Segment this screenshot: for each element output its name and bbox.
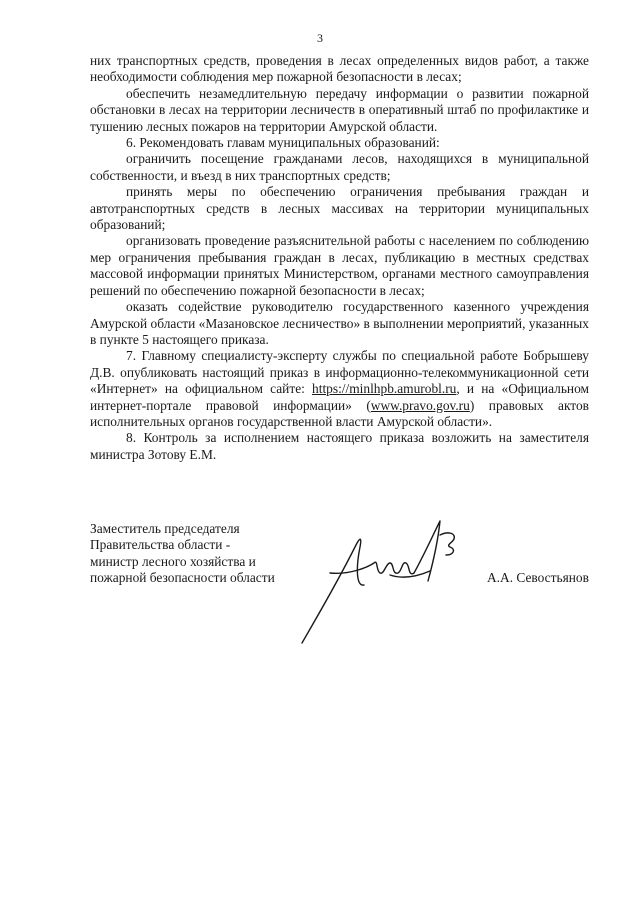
paragraph-take-measures: принять меры по обеспечению ограничения пребывания граждан и автотранспортных средств в лесных массивах на территории муниципальных образований; xyxy=(90,184,589,233)
item-7-text-end: ) правовых актов исполнительных органов государственной власти Амурской области». xyxy=(90,397,589,429)
handwritten-signature xyxy=(290,515,480,650)
position-line: Правительства области - xyxy=(90,537,231,553)
paragraph-item-8: 8. Контроль за исполнением настоящего приказа возложить на заместителя министра Зотову Е.М. xyxy=(90,430,589,462)
document-body xyxy=(90,53,589,463)
paragraph-fire-info-transfer: обеспечить незамедлительную передачу информации о развитии пожарной обстановки в лесах на территории лесничеств в оперативный штаб по профилактике и тушению лесных пожаров на территории Амурской области. xyxy=(90,85,589,134)
page-number: 3 xyxy=(317,31,323,45)
paragraph-item-6: 6. Рекомендовать главам муниципальных образований: xyxy=(126,135,440,151)
signature-stroke xyxy=(440,533,454,555)
position-line: Заместитель председателя xyxy=(90,521,240,536)
paragraph-item-7 xyxy=(90,348,589,430)
ministry-site-link[interactable]: https://minlhpb.amurobl.ru xyxy=(312,381,457,397)
paragraph-limit-visits: ограничить посещение гражданами лесов, находящихся в муниципальной собственности, и въезд в них транспортных средств; xyxy=(90,151,589,183)
position-line: пожарной безопасности области xyxy=(90,570,275,586)
signature-stroke xyxy=(302,539,364,643)
paragraph-explanatory-work: организовать проведение разъяснительной работы с населением по соблюдению мер ограничения пребывания граждан в лесах, публикацию в местных средствах массовой информации принятых Министерством, органами местного самоуправления решений по обеспечению пожарной безопасности в лесах; xyxy=(90,233,589,298)
paragraph-continuation: них транспортных средств, проведения в лесах определенных видов работ, а также необходимости соблюдения мер пожарной безопасности в лесах; xyxy=(90,53,589,85)
position-line: министр лесного хозяйства и xyxy=(90,553,256,569)
paragraph-assistance: оказать содействие руководителю государственного казенного учреждения Амурской области «Мазановское лесничество» в выполнении мероприятий, указанных в пункте 5 настоящего приказа. xyxy=(90,299,589,347)
signer-name: А.А. Севостьянов xyxy=(487,570,589,585)
item-7-text-middle: , и на «Официальном интернет-портале правовой информации» ( xyxy=(90,381,590,413)
pravo-portal-link[interactable]: www.pravo.gov.ru xyxy=(370,397,470,413)
item-7-text-start: 7. Главному специалисту-эксперту службы по специальной работе Бобрышеву Д.В. опубликовать настоящий приказ в информационно-телекоммуникационной сети «Интернет» на официальном сайте: xyxy=(90,348,589,397)
